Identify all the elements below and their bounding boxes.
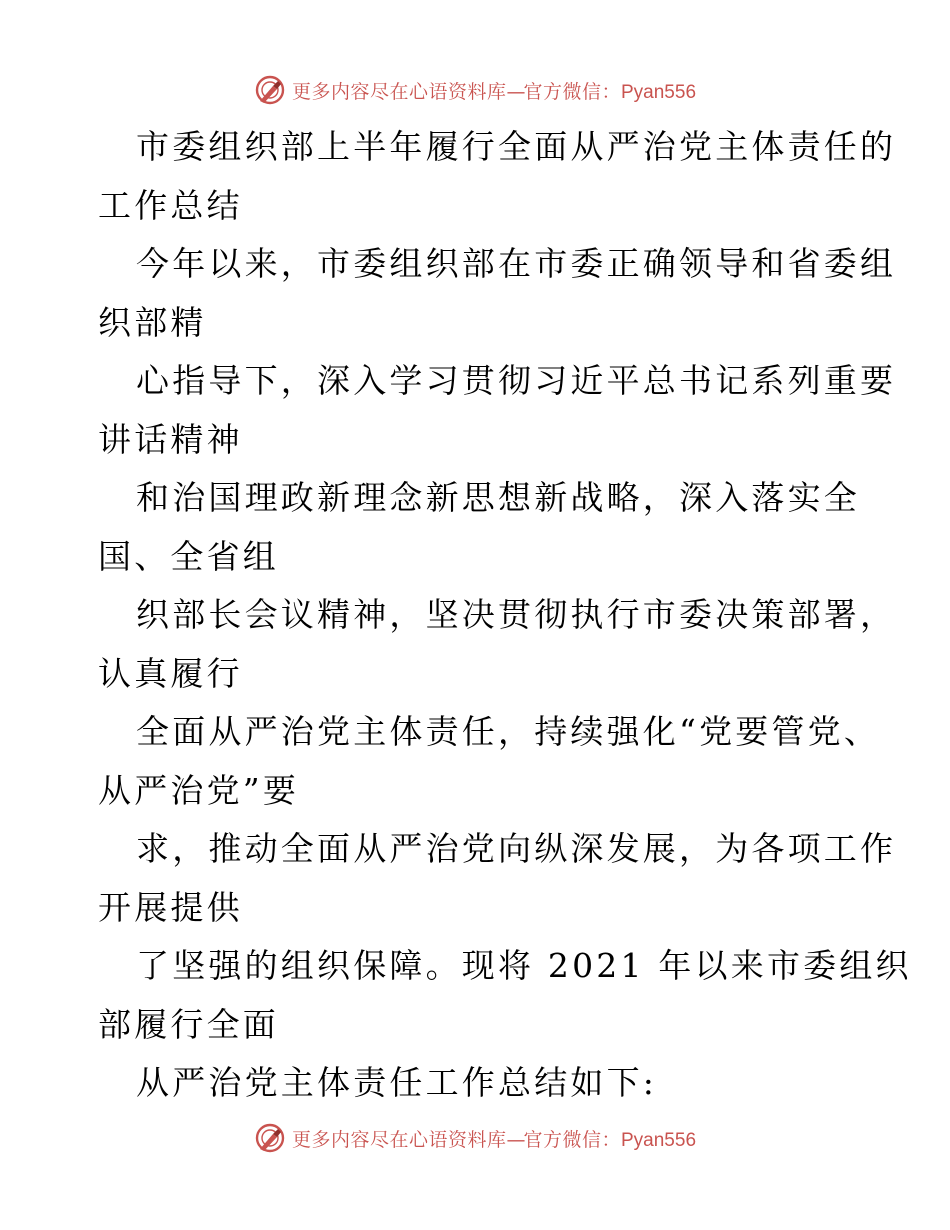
- document-line: [98, 703, 881, 762]
- document-line: [98, 762, 858, 821]
- pen-logo-icon: [254, 1122, 286, 1154]
- document-line: [98, 294, 858, 353]
- pen-logo-icon: [254, 74, 286, 106]
- line-text: 今年以来，市委组织部在市委正确领导和省委组: [136, 244, 897, 283]
- document-line: [98, 352, 897, 411]
- document-line: [98, 118, 897, 177]
- line-text: 求，推动全面从严治党向纵深发展，为各项工作: [136, 829, 897, 868]
- document-line: [98, 177, 858, 236]
- line-text: 织部长会议精神，坚决贯彻执行市委决策部署，: [136, 595, 897, 634]
- watermark-text: [292, 77, 696, 104]
- watermark-dash: —: [506, 80, 524, 103]
- watermark-suffix-label: 官方微信：: [523, 80, 621, 103]
- watermark-title: 更多内容尽在心语资料库: [291, 1128, 507, 1151]
- line-text: 工作总结: [98, 185, 243, 225]
- document-line: [98, 469, 858, 528]
- line-text: 开展提供: [98, 887, 243, 927]
- line-text: 全面从严治党主体责任，持续强化“党要管党、: [136, 712, 881, 751]
- document-line: [98, 411, 858, 470]
- line-text: 从严治党主体责任工作总结如下:: [136, 1063, 658, 1102]
- document-line: [98, 1054, 858, 1113]
- document-body: [98, 118, 912, 1113]
- watermark-text: [292, 1125, 696, 1152]
- line-text: 织部精: [98, 302, 207, 342]
- watermark-handle: Pyan556: [621, 81, 697, 103]
- line-text: 从严治党”要: [98, 770, 300, 810]
- document-line: [98, 996, 858, 1055]
- line-text: 和治国理政新理念新思想新战略，深入落实全: [136, 478, 860, 517]
- watermark-title: 更多内容尽在心语资料库: [291, 80, 507, 103]
- watermark-handle: Pyan556: [621, 1129, 697, 1151]
- watermark-dash: —: [506, 1128, 524, 1151]
- document-line: [98, 235, 897, 294]
- line-text: 认真履行: [98, 653, 243, 693]
- line-text: 讲话精神: [98, 419, 243, 459]
- document-line: [98, 820, 897, 879]
- watermark-suffix-label: 官方微信：: [523, 1128, 621, 1151]
- document-line: [98, 528, 858, 587]
- footer-watermark: [0, 1118, 950, 1158]
- document-line: [98, 879, 858, 938]
- line-text: 国、全省组: [98, 536, 279, 576]
- document-line: [98, 645, 858, 704]
- document-line: [98, 937, 912, 996]
- line-text: 了坚强的组织保障。现将 2021 年以来市委组织: [136, 946, 912, 985]
- header-watermark: [0, 70, 950, 110]
- line-text: 市委组织部上半年履行全面从严治党主体责任的: [136, 127, 897, 166]
- line-text: 部履行全面: [98, 1004, 279, 1044]
- line-text: 心指导下，深入学习贯彻习近平总书记系列重要: [136, 361, 897, 400]
- document-line: [98, 586, 897, 645]
